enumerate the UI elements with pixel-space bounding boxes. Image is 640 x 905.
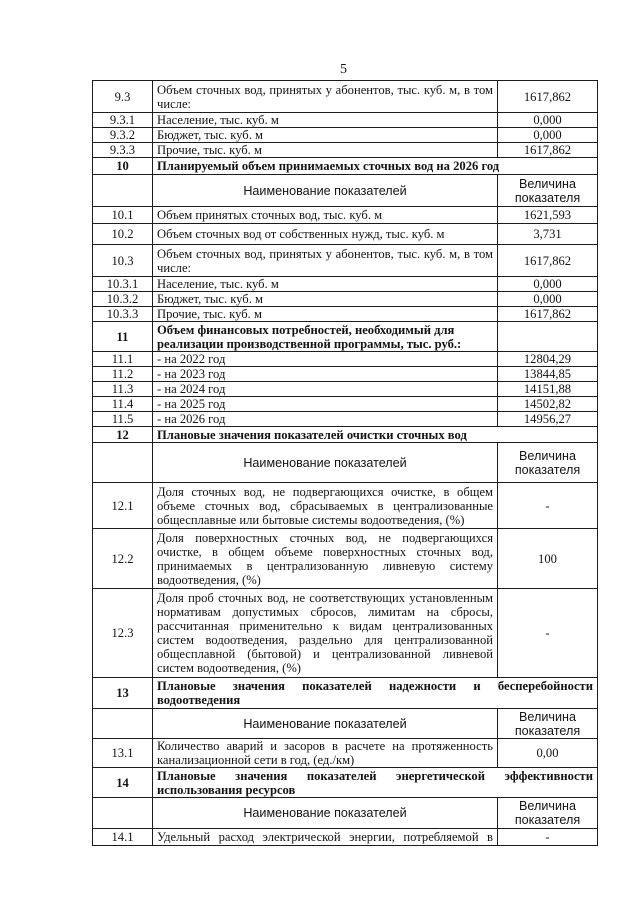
table-row: [93, 483, 598, 529]
item-description: Доля проб сточных вод, не соответствующих установленным нормативам допустимых сбросов, лимитам на сбросы, рассчитанная применительно к видам централизованных систем водоотведения, раздельно для централизованной общесплавной (бытовой) и централизованной ливневой систем водоотведения, (%): [153, 589, 498, 678]
section-number: 13: [93, 678, 153, 709]
section-number: 12: [93, 427, 153, 443]
section-number: 11: [93, 322, 153, 352]
item-description: - на 2024 год: [153, 382, 498, 397]
item-value: 14151,88: [498, 382, 598, 397]
item-number: 10.1: [93, 207, 153, 224]
column-header-value: Величина показателя: [498, 175, 598, 207]
item-value: 1617,862: [498, 143, 598, 158]
item-description: Объем принятых сточных вод, тыс. куб. м: [153, 207, 498, 224]
table-row: [93, 367, 598, 382]
item-description: Население, тыс. куб. м: [153, 277, 498, 292]
item-value: 0,000: [498, 113, 598, 128]
section-value-empty: [498, 322, 598, 352]
item-description: - на 2023 год: [153, 367, 498, 382]
item-number: 14.1: [93, 829, 153, 846]
section-header-row: [93, 678, 598, 709]
column-header-row: [93, 443, 598, 483]
item-number: 9.3.3: [93, 143, 153, 158]
item-number: 11.3: [93, 382, 153, 397]
item-number: 11.2: [93, 367, 153, 382]
item-value: -: [498, 483, 598, 529]
table-row: [93, 207, 598, 224]
item-number: 10.3.3: [93, 307, 153, 322]
table-row: [93, 143, 598, 158]
section-header-row: [93, 427, 598, 443]
item-number: 11.4: [93, 397, 153, 412]
column-header-empty: [93, 798, 153, 829]
table-row: [93, 352, 598, 367]
item-number: 9.3: [93, 81, 153, 113]
table-row: [93, 382, 598, 397]
section-title: Плановые значения показателей надежности и бесперебойности водоотведения: [153, 678, 598, 709]
table-row: [93, 113, 598, 128]
table-row: [93, 739, 598, 768]
column-header-empty: [93, 709, 153, 739]
section-header-row: [93, 158, 598, 175]
item-description: Прочие, тыс. куб. м: [153, 307, 498, 322]
item-value: 1617,862: [498, 81, 598, 113]
item-description: Прочие, тыс. куб. м: [153, 143, 498, 158]
item-description: - на 2025 год: [153, 397, 498, 412]
column-header-name: Наименование показателей: [153, 175, 498, 207]
column-header-name: Наименование показателей: [153, 709, 498, 739]
section-number: 10: [93, 158, 153, 175]
item-number: 10.2: [93, 224, 153, 245]
item-description: Бюджет, тыс. куб. м: [153, 292, 498, 307]
item-description: Количество аварий и засоров в расчете на протяженность канализационной сети в год, (ед./км): [153, 739, 498, 768]
table-row: [93, 397, 598, 412]
item-number: 9.3.1: [93, 113, 153, 128]
item-value: 13844,85: [498, 367, 598, 382]
item-number: 13.1: [93, 739, 153, 768]
item-value: 0,000: [498, 128, 598, 143]
section-header-row: [93, 768, 598, 798]
table-row: [93, 529, 598, 589]
item-value: 1617,862: [498, 245, 598, 277]
item-number: 10.3.1: [93, 277, 153, 292]
item-description: Объем сточных вод от собственных нужд, тыс. куб. м: [153, 224, 498, 245]
column-header-value: Величина показателя: [498, 443, 598, 483]
table-row: [93, 292, 598, 307]
item-number: 12.1: [93, 483, 153, 529]
item-value: 3,731: [498, 224, 598, 245]
section-number: 14: [93, 768, 153, 798]
column-header-value: Величина показателя: [498, 798, 598, 829]
item-description: Объем сточных вод, принятых у абонентов, тыс. куб. м, в том числе:: [153, 81, 498, 113]
table-row: [93, 307, 598, 322]
page-number: 5: [340, 62, 347, 77]
section-title: Объем финансовых потребностей, необходимый для реализации производственной программы, тыс. руб.:: [153, 322, 498, 352]
indicators-table: [92, 80, 598, 846]
item-description: Доля поверхностных сточных вод, не подвергающихся очистке, в общем объеме поверхностных сточных вод, принимаемых в централизованную ливневую систему водоотведения, (%): [153, 529, 498, 589]
item-description: - на 2022 год: [153, 352, 498, 367]
item-number: 9.3.2: [93, 128, 153, 143]
table-row: [93, 829, 598, 846]
item-description: - на 2026 год: [153, 412, 498, 427]
item-description: Удельный расход электрической энергии, потребляемой в: [153, 829, 498, 846]
table-row: [93, 412, 598, 427]
column-header-empty: [93, 175, 153, 207]
item-value: 1617,862: [498, 307, 598, 322]
column-header-empty: [93, 443, 153, 483]
item-value: 14956,27: [498, 412, 598, 427]
item-value: 1621,593: [498, 207, 598, 224]
item-number: 10.3: [93, 245, 153, 277]
table-row: [93, 277, 598, 292]
item-value: 12804,29: [498, 352, 598, 367]
section-title: Плановые значения показателей энергетической эффективности использования ресурсов: [153, 768, 598, 798]
section-title: Планируемый объем принимаемых сточных вод на 2026 год: [153, 158, 598, 175]
item-value: -: [498, 829, 598, 846]
item-value: 0,00: [498, 739, 598, 768]
column-header-name: Наименование показателей: [153, 443, 498, 483]
item-description: Доля сточных вод, не подвергающихся очистке, в общем объеме сточных вод, сбрасываемых в централизованные общесплавные или бытовые системы водоотведения, (%): [153, 483, 498, 529]
table-row: [93, 81, 598, 113]
item-number: 10.3.2: [93, 292, 153, 307]
item-number: 11.1: [93, 352, 153, 367]
item-value: -: [498, 589, 598, 678]
table-row: [93, 128, 598, 143]
column-header-name: Наименование показателей: [153, 798, 498, 829]
column-header-row: [93, 709, 598, 739]
table-row: [93, 245, 598, 277]
column-header-row: [93, 798, 598, 829]
item-description: Объем сточных вод, принятых у абонентов, тыс. куб. м, в том числе:: [153, 245, 498, 277]
section-title: Плановые значения показателей очистки сточных вод: [153, 427, 598, 443]
item-description: Население, тыс. куб. м: [153, 113, 498, 128]
item-number: 12.2: [93, 529, 153, 589]
item-number: 11.5: [93, 412, 153, 427]
section-header-row: [93, 322, 598, 352]
column-header-row: [93, 175, 598, 207]
item-description: Бюджет, тыс. куб. м: [153, 128, 498, 143]
table-row: [93, 589, 598, 678]
table-row: [93, 224, 598, 245]
item-value: 0,000: [498, 277, 598, 292]
item-value: 100: [498, 529, 598, 589]
item-number: 12.3: [93, 589, 153, 678]
item-value: 0,000: [498, 292, 598, 307]
column-header-value: Величина показателя: [498, 709, 598, 739]
item-value: 14502,82: [498, 397, 598, 412]
